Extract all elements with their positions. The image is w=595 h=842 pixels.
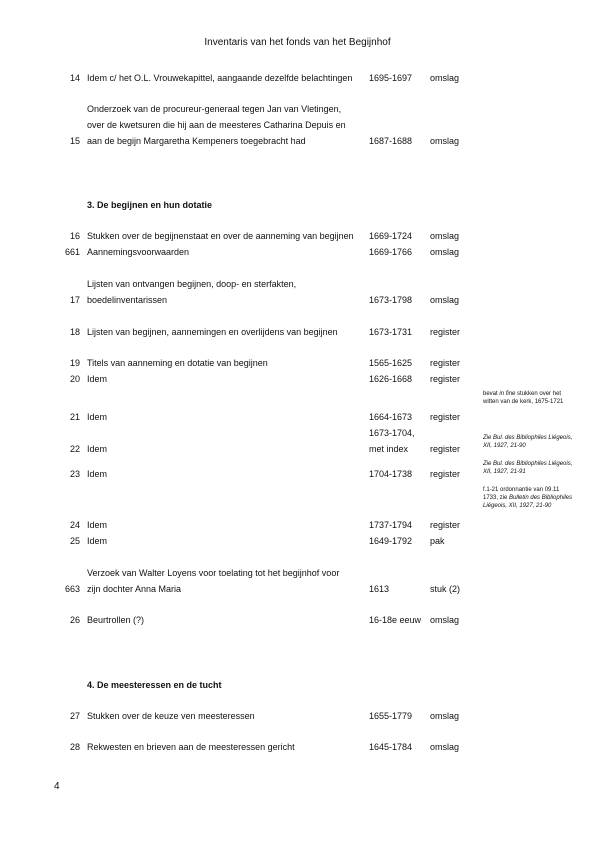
entry-number: 25 — [69, 536, 80, 546]
entry-description: Stukken over de begijnenstaat en over de aanneming van begijnen — [87, 231, 354, 241]
entry-date: 1687-1688 — [369, 136, 413, 146]
entry-number: 27 — [69, 711, 80, 721]
margin-note: f.1-21 ordonnantie van 09.11 1733, zie Bulletin des Bibliophiles Liégeois, XII, 1927, 21-90 — [483, 487, 573, 509]
entry-date: 16-18e eeuw — [369, 615, 422, 625]
entry-description-line: boedelinventarissen — [87, 295, 168, 305]
entry-description-line: Lijsten van ontvangen begijnen, doop- en sterfakten, — [87, 279, 297, 289]
entry-type: register — [430, 358, 461, 368]
entry-description-line: zijn dochter Anna Maria — [87, 584, 182, 594]
entry-number: 28 — [69, 742, 80, 752]
entry-type: register — [430, 327, 461, 337]
entry-type: omslag — [430, 247, 460, 257]
entry-number: 21 — [69, 412, 80, 422]
entry-date: 1645-1784 — [369, 742, 413, 752]
entry-description: Idem — [87, 536, 108, 546]
entry-description-line: aan de begijn Margaretha Kempeners toegebracht had — [87, 136, 306, 146]
page-header-title: Inventaris van het fonds van het Begijnhof — [204, 37, 391, 48]
entry-number: 23 — [69, 469, 80, 479]
entry-type: omslag — [430, 73, 460, 83]
entry-number: 16 — [69, 231, 80, 241]
entry-description: Stukken over de keuze ven meesteressen — [87, 711, 255, 721]
entry-date: 1664-1673 — [369, 412, 413, 422]
entry-number: 17 — [69, 295, 80, 305]
entry-date: met index — [369, 444, 409, 454]
entry-type: omslag — [430, 742, 460, 752]
entry-number: 661 — [64, 247, 80, 257]
entry-date: 1704-1738 — [369, 469, 413, 479]
entry-description-line: over de kwetsuren die hij aan de meesteres Catharina Depuis en — [87, 120, 346, 130]
entry-date: 1626-1668 — [369, 374, 413, 384]
margin-note: bevat in fine stukken over het witten van de kerk, 1675-1721 — [483, 391, 564, 405]
entry-type: omslag — [430, 231, 460, 241]
entry-type: omslag — [430, 295, 460, 305]
entry-date: 1737-1794 — [369, 520, 413, 530]
entry-number: 18 — [69, 327, 80, 337]
entry-date: 1673-1704, — [369, 428, 415, 438]
entry-date: 1673-1731 — [369, 327, 413, 337]
entry-date: 1655-1779 — [369, 711, 413, 721]
entry-date: 1669-1766 — [369, 247, 413, 257]
entry-type: register — [430, 469, 461, 479]
entry-number: 22 — [69, 444, 80, 454]
entry-date: 1565-1625 — [369, 358, 413, 368]
entry-description: Titels van aanneming en dotatie van begijnen — [87, 358, 268, 368]
entry-description: Idem — [87, 412, 108, 422]
entry-type: register — [430, 520, 461, 530]
margin-note: Zie Bul. des Bibliophiles Liégeois, XII, 1927, 21-91 — [483, 461, 573, 475]
entry-type: register — [430, 444, 461, 454]
section-heading: 3. De begijnen en hun dotatie — [87, 200, 213, 210]
section-heading: 4. De meesteressen en de tucht — [87, 680, 222, 690]
entry-description: Aannemingsvoorwaarden — [87, 247, 190, 257]
entry-description: Beurtrollen (?) — [87, 615, 145, 625]
entry-description: Idem c/ het O.L. Vrouwekapittel, aangaande dezelfde belachtingen — [87, 73, 353, 83]
entry-date: 1669-1724 — [369, 231, 413, 241]
entry-type: pak — [430, 536, 445, 546]
entry-type: omslag — [430, 615, 460, 625]
entry-description-line: Onderzoek van de procureur-generaal tegen Jan van Vletingen, — [87, 104, 342, 114]
entry-type: omslag — [430, 711, 460, 721]
entry-description: Idem — [87, 374, 108, 384]
entry-date: 1673-1798 — [369, 295, 413, 305]
entry-description: Lijsten van begijnen, aannemingen en overlijdens van begijnen — [87, 327, 338, 337]
entry-number: 19 — [69, 358, 80, 368]
entry-date: 1613 — [369, 584, 390, 594]
entry-number: 24 — [69, 520, 80, 530]
entry-description: Idem — [87, 444, 108, 454]
entry-date: 1695-1697 — [369, 73, 413, 83]
entry-number: 26 — [69, 615, 80, 625]
margin-note: Zie Bul. des Bibliophiles Liégeois, XII, 1927, 21-90 — [483, 435, 573, 449]
entry-date: 1649-1792 — [369, 536, 413, 546]
entry-description: Rekwesten en brieven aan de meesteressen gericht — [87, 742, 295, 752]
entry-number: 15 — [69, 136, 80, 146]
entry-number: 14 — [69, 73, 80, 83]
entry-description: Idem — [87, 520, 108, 530]
entry-description: Idem — [87, 469, 108, 479]
entry-type: register — [430, 374, 461, 384]
entry-number: 663 — [64, 584, 80, 594]
entry-type: stuk (2) — [430, 584, 461, 594]
entry-type: omslag — [430, 136, 460, 146]
entry-number: 20 — [69, 374, 80, 384]
entry-description-line: Verzoek van Walter Loyens voor toelating tot het begijnhof voor — [87, 568, 340, 578]
entry-type: register — [430, 412, 461, 422]
page-number: 4 — [54, 781, 60, 792]
